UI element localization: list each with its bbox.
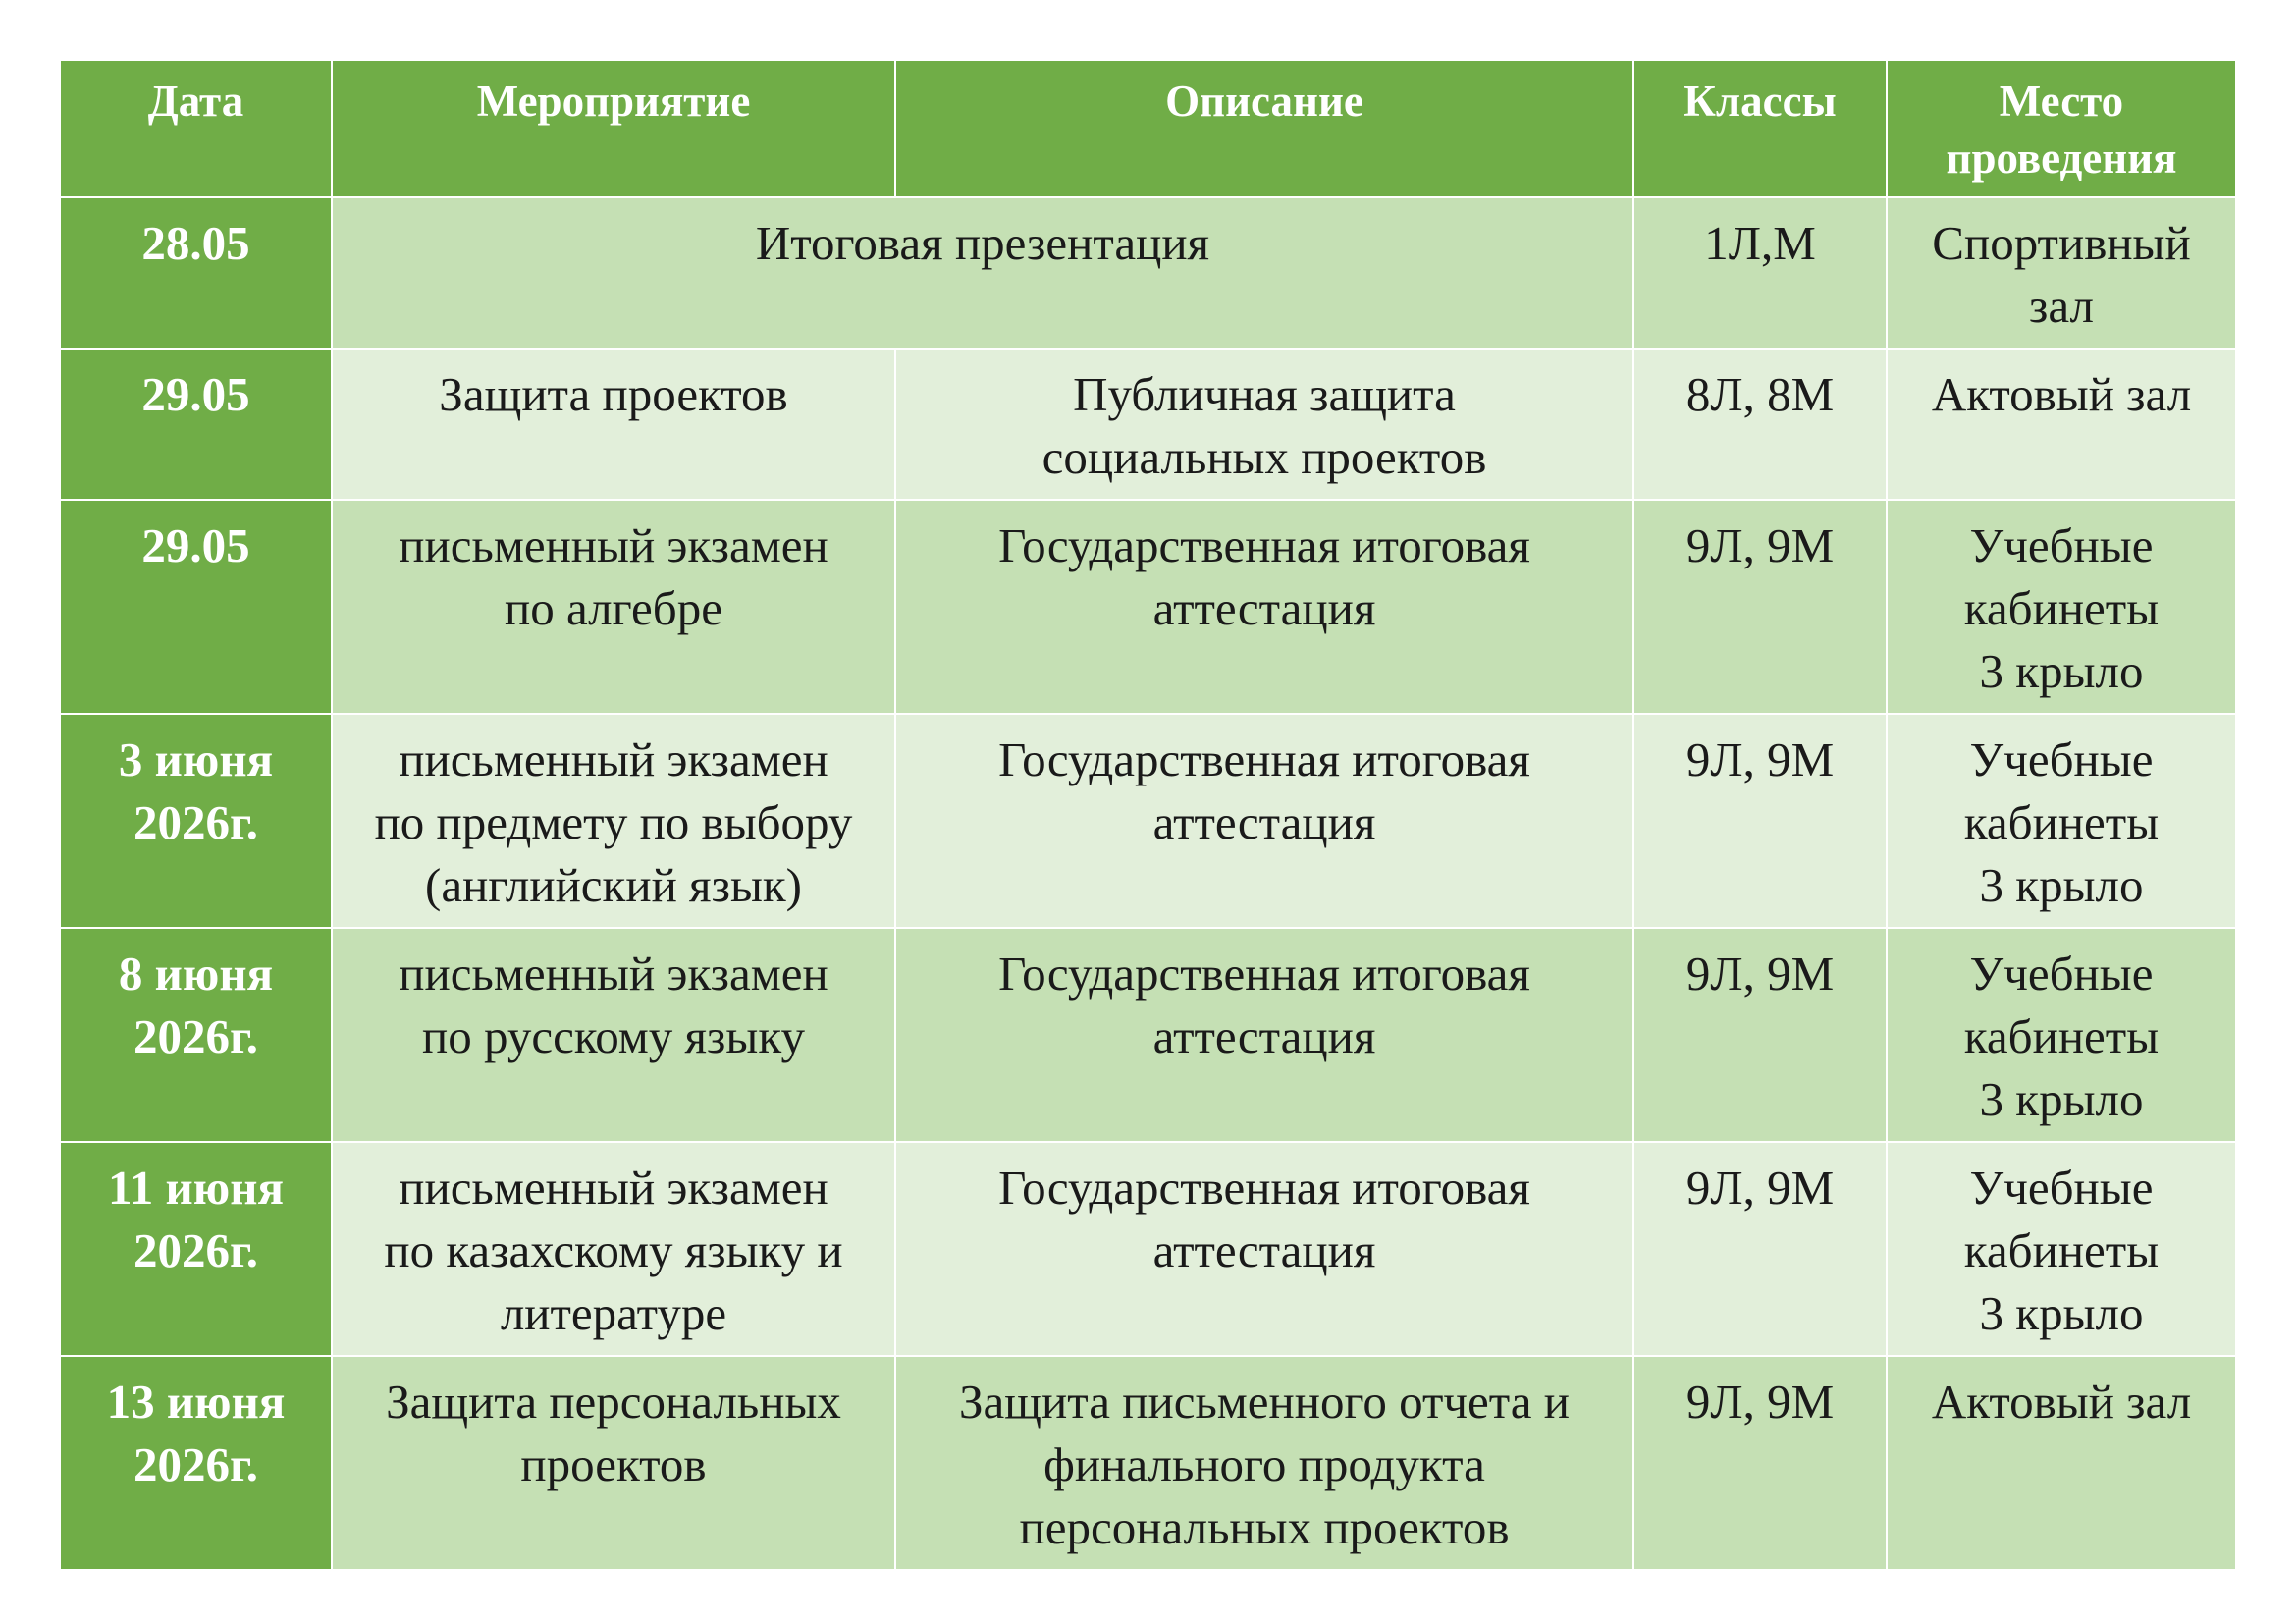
table-row xyxy=(60,349,2236,500)
description-cell: Защита письменного отчета и финального продукта персональных проектов xyxy=(895,1356,1633,1570)
header-event: Мероприятие xyxy=(332,60,895,197)
table-row xyxy=(60,500,2236,714)
place-cell: Учебные кабинеты 3 крыло xyxy=(1887,928,2236,1142)
date-cell: 8 июня 2026г. xyxy=(60,928,332,1142)
place-cell: Учебные кабинеты 3 крыло xyxy=(1887,714,2236,928)
date-cell: 11 июня 2026г. xyxy=(60,1142,332,1356)
schedule-table xyxy=(59,59,2237,1571)
date-cell: 28.05 xyxy=(60,197,332,349)
description-cell: Государственная итоговая аттестация xyxy=(895,1142,1633,1356)
table-row xyxy=(60,1356,2236,1570)
header-date: Дата xyxy=(60,60,332,197)
event-cell: Итоговая презентация xyxy=(332,197,1633,349)
date-cell: 3 июня 2026г. xyxy=(60,714,332,928)
classes-cell: 9Л, 9М xyxy=(1633,1142,1887,1356)
classes-cell: 1Л,М xyxy=(1633,197,1887,349)
date-cell: 13 июня 2026г. xyxy=(60,1356,332,1570)
description-cell: Государственная итоговая аттестация xyxy=(895,500,1633,714)
event-cell: Защита проектов xyxy=(332,349,895,500)
description-cell: Государственная итоговая аттестация xyxy=(895,928,1633,1142)
table-row xyxy=(60,1142,2236,1356)
table-row xyxy=(60,714,2236,928)
date-cell: 29.05 xyxy=(60,349,332,500)
table-row xyxy=(60,197,2236,349)
classes-cell: 9Л, 9М xyxy=(1633,500,1887,714)
place-cell: Учебные кабинеты 3 крыло xyxy=(1887,500,2236,714)
classes-cell: 9Л, 9М xyxy=(1633,1356,1887,1570)
classes-cell: 9Л, 9М xyxy=(1633,928,1887,1142)
place-cell: Спортивный зал xyxy=(1887,197,2236,349)
place-cell: Учебные кабинеты 3 крыло xyxy=(1887,1142,2236,1356)
header-place: Место проведения xyxy=(1887,60,2236,197)
header-classes: Классы xyxy=(1633,60,1887,197)
place-cell: Актовый зал xyxy=(1887,349,2236,500)
date-cell: 29.05 xyxy=(60,500,332,714)
description-cell: Публичная защита социальных проектов xyxy=(895,349,1633,500)
header-description: Описание xyxy=(895,60,1633,197)
classes-cell: 8Л, 8М xyxy=(1633,349,1887,500)
event-cell: Защита персональных проектов xyxy=(332,1356,895,1570)
header-row xyxy=(60,60,2236,197)
event-cell: письменный экзамен по предмету по выбору (английский язык) xyxy=(332,714,895,928)
event-cell: письменный экзамен по казахскому языку и литературе xyxy=(332,1142,895,1356)
place-cell: Актовый зал xyxy=(1887,1356,2236,1570)
classes-cell: 9Л, 9М xyxy=(1633,714,1887,928)
event-cell: письменный экзамен по русскому языку xyxy=(332,928,895,1142)
description-cell: Государственная итоговая аттестация xyxy=(895,714,1633,928)
event-cell: письменный экзамен по алгебре xyxy=(332,500,895,714)
table-row xyxy=(60,928,2236,1142)
